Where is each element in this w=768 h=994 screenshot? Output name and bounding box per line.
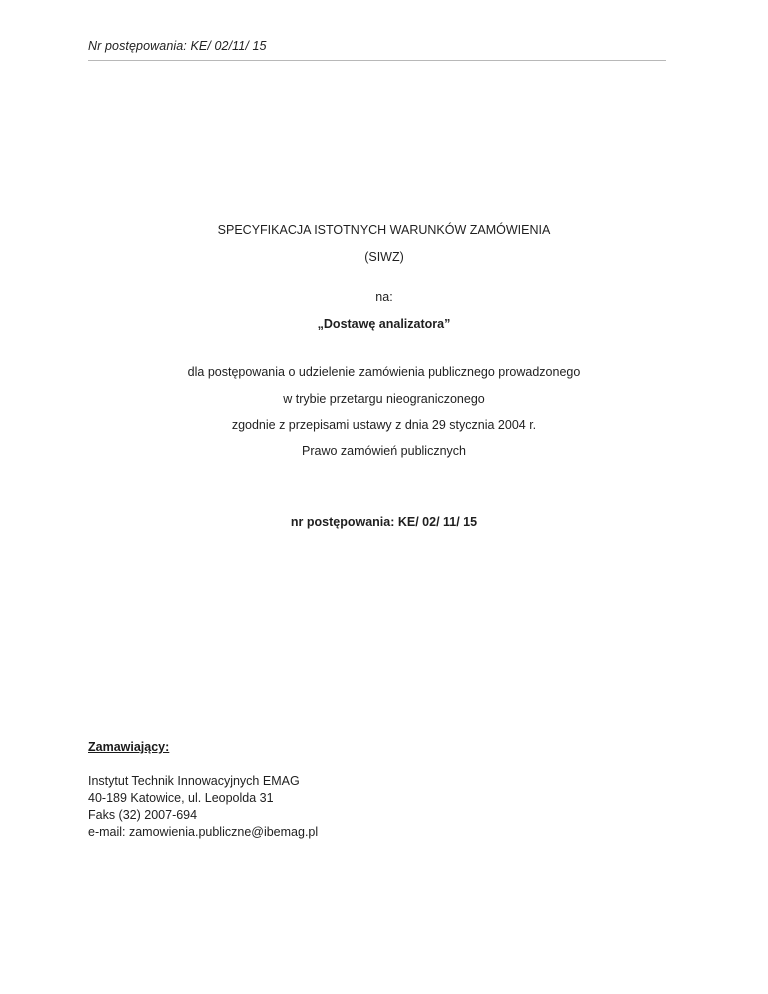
document-title: SPECYFIKACJA ISTOTNYCH WARUNKÓW ZAMÓWIENIA	[217, 223, 551, 237]
procedure-line-2: w trybie przetargu nieograniczonego	[283, 392, 485, 406]
contracting-party-address: 40-189 Katowice, ul. Leopolda 31	[88, 791, 274, 805]
procedure-line-4: Prawo zamówień publicznych	[302, 444, 466, 458]
contracting-party-email: e-mail: zamowienia.publiczne@ibemag.pl	[88, 825, 319, 839]
procedure-line-3: zgodnie z przepisami ustawy z dnia 29 stycznia 2004 r.	[231, 418, 537, 432]
contracting-party-details	[88, 773, 318, 841]
case-number: nr postępowania: KE/ 02/ 11/ 15	[290, 515, 478, 529]
running-header: Nr postępowania: KE/ 02/11/ 15	[88, 39, 267, 53]
document-abbreviation: (SIWZ)	[364, 250, 404, 264]
subject-intro: na:	[375, 290, 393, 304]
contracting-party-label: Zamawiający:	[88, 740, 170, 754]
order-subject: „Dostawę analizatora”	[317, 317, 451, 331]
contracting-party-fax: Faks (32) 2007-694	[88, 808, 198, 822]
procedure-line-1: dla postępowania o udzielenie zamówienia publicznego prowadzonego	[187, 365, 581, 379]
header-divider	[88, 60, 666, 61]
contracting-party-name: Instytut Technik Innowacyjnych EMAG	[88, 774, 300, 788]
